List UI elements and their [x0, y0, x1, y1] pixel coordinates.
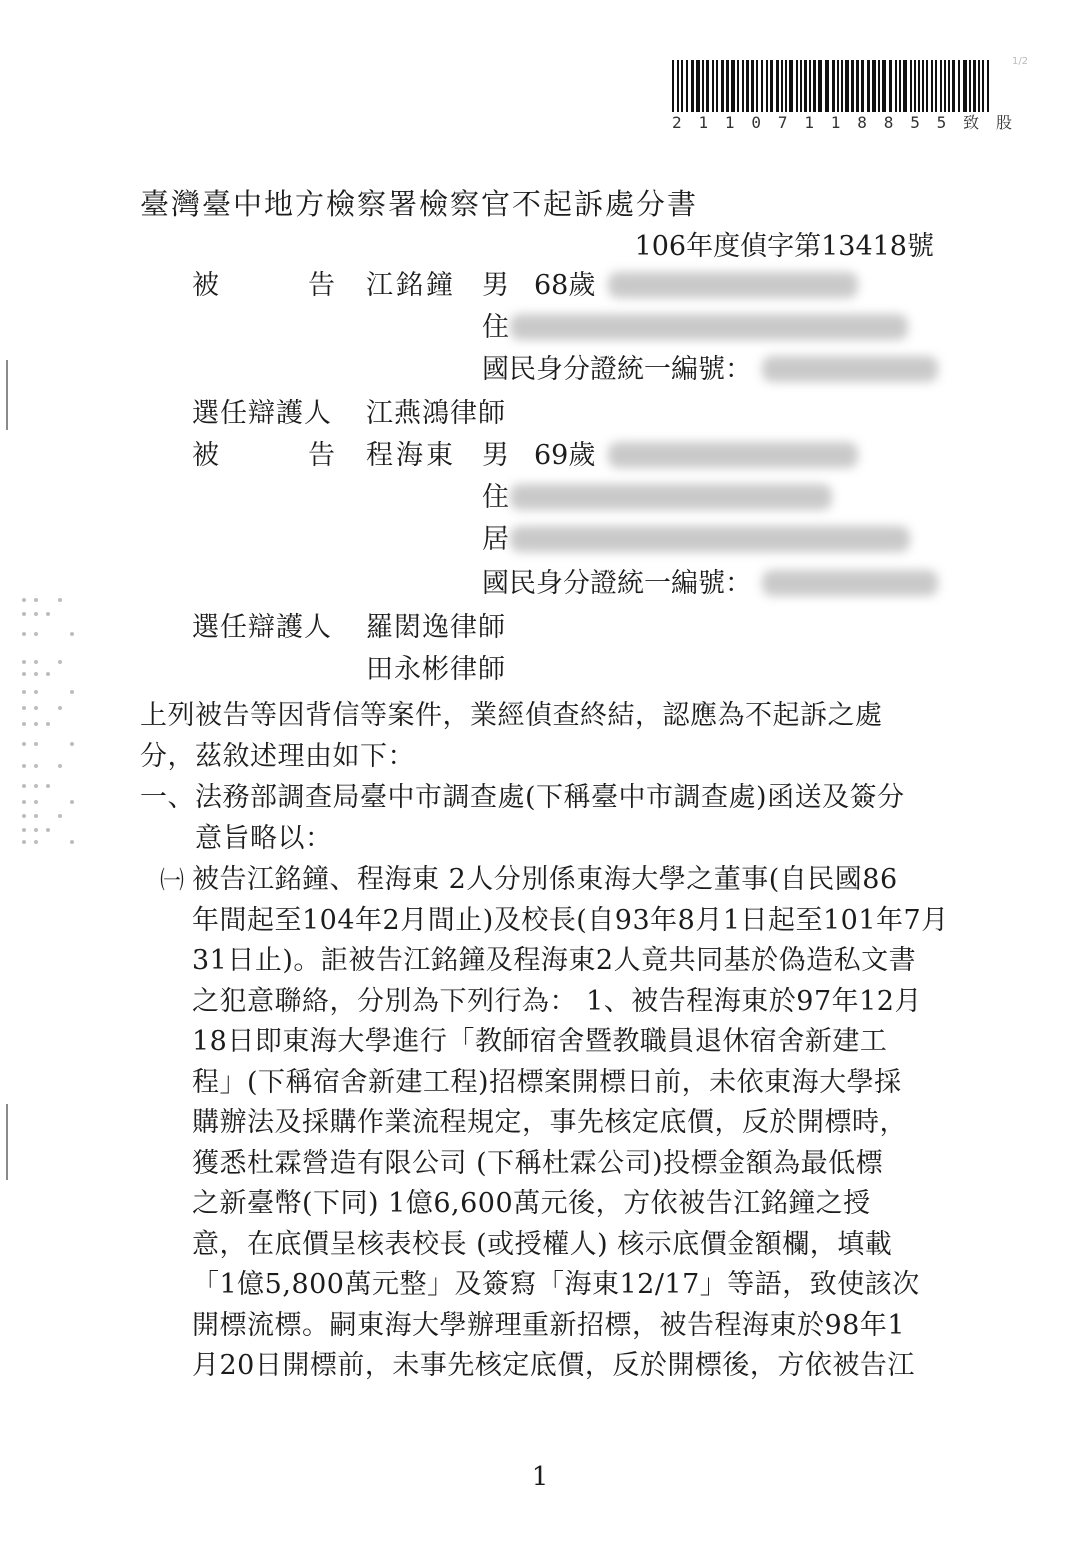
item-line: 月20日開標前，未事先核定底價，反於開標後，方依被告江 [192, 1350, 915, 1381]
punch-hole [22, 706, 26, 710]
barcode-bar [918, 60, 920, 112]
punch-hole [58, 598, 62, 602]
scan-artifact-line [6, 360, 8, 430]
defendant2-age: 69歲 [534, 440, 596, 471]
punch-hole [58, 706, 62, 710]
defendant2-sex: 男 [482, 440, 509, 471]
defendant2-address-label: 住 [482, 482, 509, 513]
barcode-bar [935, 60, 937, 112]
item-line: 「1億5,800萬元整」及簽寫「海東12/17」等語，致使該次 [192, 1269, 920, 1300]
barcode-bar [825, 60, 829, 112]
barcode-bar [716, 60, 718, 112]
barcode-bar [770, 60, 773, 112]
punch-hole [46, 612, 50, 616]
intro-line: 上列被告等因背信等案件，業經偵查終結，認應為不起訴之處 [140, 700, 883, 731]
item-1-paragraph [192, 860, 949, 1387]
punch-hole [22, 784, 26, 788]
redacted-residence-2 [510, 526, 910, 552]
punch-hole [22, 598, 26, 602]
punch-hole [70, 632, 74, 636]
barcode-bar [963, 60, 967, 112]
barcode-bar [978, 60, 980, 112]
barcode-bar [677, 60, 679, 112]
intro-paragraph [140, 696, 883, 777]
punch-hole [34, 722, 38, 726]
barcode-bar [742, 60, 744, 112]
punch-hole [22, 800, 26, 804]
counsel2b-name: 田永彬律師 [366, 654, 506, 685]
punch-hole [34, 660, 38, 664]
item-line: 購辦法及採購作業流程規定，事先核定底價，反於開標時， [192, 1107, 907, 1138]
redacted-id-2 [762, 570, 938, 596]
barcode-bar [702, 60, 704, 112]
redacted-id-1 [762, 356, 938, 382]
counsel-label-2: 選任辯護人 [192, 612, 332, 643]
barcode-bar [756, 60, 758, 112]
document-title: 臺灣臺中地方檢察署檢察官不起訴處分書 [140, 187, 699, 221]
defendant1-id-label: 國民身分證統一編號： [482, 354, 752, 385]
punch-hole [34, 800, 38, 804]
defendant-label-1b: 告 [308, 270, 335, 301]
barcode-bar [726, 60, 729, 112]
barcode-bar [958, 60, 960, 112]
item-1-marker: ㈠ [160, 866, 184, 894]
barcode-bar [818, 60, 822, 112]
barcode-bar [931, 60, 933, 112]
page-number: 1 [531, 1462, 549, 1492]
punch-hole [70, 742, 74, 746]
punch-hole [58, 660, 62, 664]
barcode-bar [837, 60, 839, 112]
punch-hole [70, 800, 74, 804]
corner-mark: 1/2 [1012, 56, 1029, 67]
barcode-bar [856, 60, 859, 112]
punch-hole [46, 672, 50, 676]
counsel-label-1: 選任辯護人 [192, 398, 332, 429]
barcode-bar [813, 60, 816, 112]
barcode-bar [878, 60, 880, 112]
punch-hole [22, 828, 26, 832]
barcode-bar [861, 60, 864, 112]
punch-hole [34, 840, 38, 844]
barcode-bar [841, 60, 843, 112]
item-line: 意，在底價呈核表校長 (或授權人) 核示底價金額欄，填載 [192, 1228, 893, 1260]
barcode-bar [987, 60, 989, 112]
punch-hole [22, 722, 26, 726]
barcode-bar [899, 60, 901, 112]
defendant1-name: 江銘鐘 [366, 270, 456, 301]
punch-hole [22, 632, 26, 636]
barcode-bar [696, 60, 700, 112]
item-line: 被告江銘鐘、程海東 2人分別係東海大學之董事(自民國86 [192, 864, 898, 895]
item-line: 31日止)。詎被告江銘鐘及程海東2人竟共同基於偽造私文書 [192, 945, 917, 976]
barcode-bar [721, 60, 724, 112]
punch-hole [34, 764, 38, 768]
barcode-bar [796, 60, 798, 112]
barcode-bar [686, 60, 688, 112]
item-line: 程」(下稱宿舍新建工程)招標案開標日前，未依東海大學採 [192, 1066, 902, 1098]
punch-hole [46, 722, 50, 726]
barcode-bar [681, 60, 683, 112]
barcode-bar [672, 60, 674, 112]
punch-hole [22, 672, 26, 676]
defendant2-id-label: 國民身分證統一編號： [482, 568, 752, 599]
barcode-bar [691, 60, 694, 112]
punch-hole [58, 764, 62, 768]
barcode-bar [832, 60, 835, 112]
barcode-number: 2 1 1 0 7 1 1 8 8 5 5 致 股 [672, 113, 1016, 132]
barcode-bar [973, 60, 976, 112]
barcode-bar [804, 60, 807, 112]
counsel1-name: 江燕鴻律師 [366, 398, 506, 429]
barcode-bar [851, 60, 854, 112]
barcode-bar [789, 60, 793, 112]
punch-hole [34, 784, 38, 788]
barcode-bar [872, 60, 876, 112]
punch-hole [70, 840, 74, 844]
item-line: 開標流標。嗣東海大學辦理重新招標，被告程海東於98年1 [192, 1309, 906, 1341]
punch-hole [34, 828, 38, 832]
barcode-bar [926, 60, 928, 112]
punch-hole [34, 690, 38, 694]
punch-hole [22, 690, 26, 694]
barcode-bar [761, 60, 763, 112]
defendant1-age: 68歲 [534, 270, 596, 301]
redacted-address-2 [510, 484, 832, 510]
barcode-bar [944, 60, 946, 112]
barcode-bar [737, 60, 739, 112]
section-1-heading [140, 778, 905, 859]
barcode-bar [706, 60, 709, 112]
barcode-bar [903, 60, 907, 112]
defendant1-address-label: 住 [482, 312, 509, 343]
barcode-bar [914, 60, 916, 112]
punch-hole [34, 632, 38, 636]
barcode-bar [982, 60, 984, 112]
barcode-bar [882, 60, 886, 112]
section-line: 一、法務部調查局臺中市調查處(下稱臺中市調查處)函送及簽分 [140, 782, 905, 813]
barcode-bar [922, 60, 924, 112]
barcode-bar [969, 60, 971, 112]
scan-artifact-line [6, 1104, 8, 1180]
punch-hole [22, 764, 26, 768]
redacted-birthdate-1 [608, 272, 858, 298]
defendant2-name: 程海東 [366, 440, 456, 471]
barcode-bar [845, 60, 849, 112]
barcode [672, 60, 994, 112]
defendant-label-2a: 被 [192, 440, 219, 471]
item-line: 18日即東海大學進行「教師宿舍暨教職員退休宿舍新建工 [192, 1026, 888, 1057]
punch-hole [34, 612, 38, 616]
defendant-label-2b: 告 [308, 440, 335, 471]
item-line: 年間起至104年2月間止)及校長(自93年8月1日起至101年7月 [192, 904, 949, 936]
item-line: 獲悉杜霖營造有限公司 (下稱杜霖公司)投標金額為最低標 [192, 1147, 884, 1179]
barcode-bar [889, 60, 892, 112]
punch-hole [34, 706, 38, 710]
barcode-bar [731, 60, 735, 112]
counsel2a-name: 羅閎逸律師 [366, 612, 506, 643]
item-line: 之犯意聯絡，分別為下列行為： 1、被告程海東於97年12月 [192, 985, 922, 1017]
barcode-bar [948, 60, 950, 112]
punch-hole [46, 828, 50, 832]
punch-hole [22, 742, 26, 746]
barcode-bar [910, 60, 912, 112]
barcode-bar [895, 60, 897, 112]
item-line: 之新臺幣(下同) 1億6,600萬元後，方依被告江銘鐘之授 [192, 1188, 871, 1219]
case-number: 106年度偵字第13418號 [634, 231, 934, 262]
barcode-bar [776, 60, 779, 112]
barcode-bar [809, 60, 811, 112]
punch-hole [22, 660, 26, 664]
barcode-bar [781, 60, 783, 112]
punch-hole [34, 598, 38, 602]
defendant1-sex: 男 [482, 270, 509, 301]
barcode-bar [766, 60, 768, 112]
barcode-bar [867, 60, 870, 112]
intro-line: 分，茲敘述理由如下： [140, 740, 415, 772]
punch-hole [22, 612, 26, 616]
punch-hole [34, 742, 38, 746]
punch-hole [34, 672, 38, 676]
defendant-label-1a: 被 [192, 270, 219, 301]
redacted-birthdate-2 [608, 442, 858, 468]
defendant2-residence-label: 居 [482, 524, 509, 555]
barcode-bar [800, 60, 802, 112]
punch-hole [22, 840, 26, 844]
barcode-bar [746, 60, 749, 112]
redacted-address-1 [510, 314, 908, 340]
section-line: 意旨略以： [140, 822, 333, 854]
punch-hole [22, 814, 26, 818]
punch-hole [46, 784, 50, 788]
punch-hole [70, 690, 74, 694]
barcode-bar [751, 60, 754, 112]
punch-hole [58, 814, 62, 818]
barcode-bar [940, 60, 942, 112]
barcode-bar [785, 60, 787, 112]
barcode-bar [712, 60, 714, 112]
barcode-bar [952, 60, 955, 112]
punch-hole [34, 814, 38, 818]
